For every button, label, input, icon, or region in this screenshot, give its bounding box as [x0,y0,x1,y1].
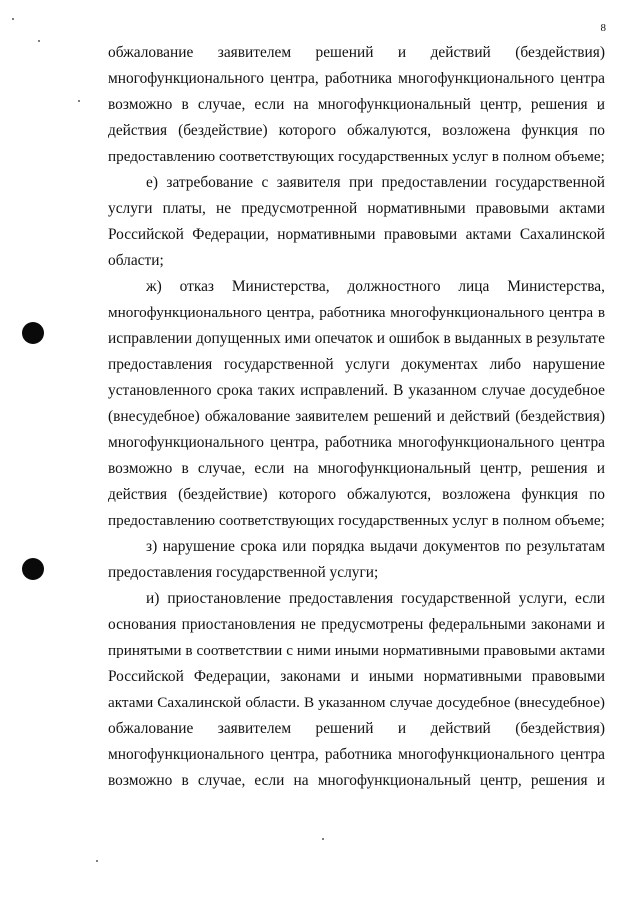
text-line: многофункционального центра, работника многофункционального центра [108,70,605,87]
text-line: действия (бездействие) которого обжалуются, возложена функция по [108,486,605,503]
paragraph-start-line: е) затребование с заявителя при предоставлении государственной [146,174,605,191]
text-line: возможно в случае, если на многофункциональный центр, решения и [108,772,605,789]
text-line: предоставлению соответствующих государственных услуг в полном объеме; [108,148,605,165]
text-line: исправлении допущенных ими опечаток и ошибок в выданных в результате [108,330,605,347]
text-line: возможно в случае, если на многофункциональный центр, решения и [108,96,605,113]
paragraph-start-line: ж) отказ Министерства, должностного лица Министерства, [146,278,605,295]
text-line: обжалование заявителем решений и действий (бездействия) [108,44,605,61]
scan-speck [78,100,80,102]
text-line: многофункционального центра, работника многофункционального центра в [108,304,605,321]
text-line: многофункционального центра, работника многофункционального центра [108,746,605,763]
text-line: основания приостановления не предусмотрены федеральными законами и [108,616,605,633]
page-number: 8 [600,22,606,34]
scan-speck [322,838,324,840]
text-line: действия (бездействие) которого обжалуются, возложена функция по [108,122,605,139]
text-line: установленного срока таких исправлений. В указанном случае досудебное [108,382,605,399]
paragraph-start-line: и) приостановление предоставления государственной услуги, если [146,590,605,607]
scan-speck [96,860,98,862]
text-line: предоставления государственной услуги; [108,564,379,581]
punch-hole [22,558,44,580]
text-line: предоставления государственной услуги документах либо нарушение [108,356,605,373]
text-line: возможно в случае, если на многофункциональный центр, решения и [108,460,605,477]
body-text [108,40,605,794]
text-line: многофункционального центра, работника многофункционального центра [108,434,605,451]
text-line: Российской Федерации, законами и иными нормативными правовыми [108,668,605,685]
text-line: услуги платы, не предусмотренной нормативными правовыми актами [108,200,605,217]
scan-speck [12,18,14,20]
text-line: принятыми в соответствии с ними иными нормативными правовыми актами [108,642,605,659]
text-line: (внесудебное) обжалование заявителем решений и действий (бездействия) [108,408,605,425]
text-line: актами Сахалинской области. В указанном случае досудебное (внесудебное) [108,694,605,711]
text-line: Российской Федерации, нормативными правовыми актами Сахалинской [108,226,605,243]
paragraph-start-line: з) нарушение срока или порядка выдачи документов по результатам [146,538,605,555]
text-line: обжалование заявителем решений и действий (бездействия) [108,720,605,737]
text-line: области; [108,252,164,269]
punch-hole [22,322,44,344]
scan-speck [38,40,40,42]
text-line: предоставлению соответствующих государственных услуг в полном объеме; [108,512,605,529]
